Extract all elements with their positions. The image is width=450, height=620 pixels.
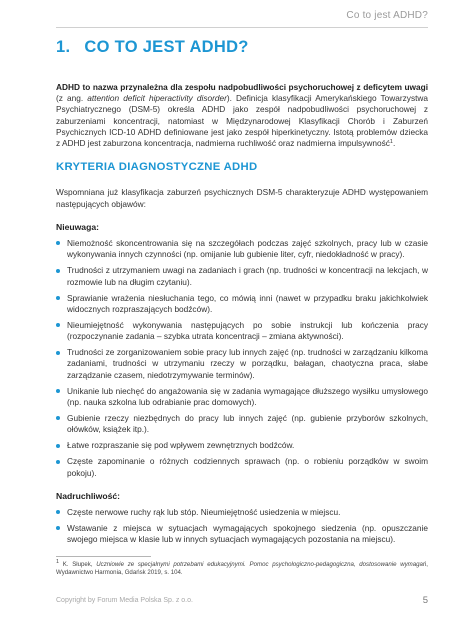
footnote-reference[interactable]: 1 xyxy=(389,139,393,146)
list-item xyxy=(56,265,428,287)
intro-italic: attention deficit hiperactivity disorder xyxy=(87,93,227,104)
symptom-list-inattention xyxy=(56,238,428,479)
intro-bold: ADHD to nazwa przynależna dla zespołu nadpobudliwości psychoruchowej z deficytem uwagi xyxy=(56,82,428,92)
list-item xyxy=(56,347,428,381)
bullet-icon xyxy=(56,510,60,514)
chapter-title xyxy=(56,38,249,57)
bullet-icon xyxy=(56,460,60,464)
bullet-icon xyxy=(56,269,60,273)
group-heading-hyperactivity: Nadruchliwość: xyxy=(56,490,120,501)
intro-end: . xyxy=(392,138,396,149)
lead-paragraph: Wspomniana już klasyfikacja zaburzeń psychicznych DSM-5 charakteryzuje ADHD występowaniem następujących objawów: xyxy=(56,187,428,209)
list-item-text: Trudności z utrzymaniem uwagi na zadaniach i grach (np. trudności w koncentracji na lekcjach, w rozmowie lub na długim czytaniu). xyxy=(67,265,428,287)
footnote-rest: , Wydawnictwo Harmonia, Gdańsk 2019, s. 104. xyxy=(56,561,428,576)
list-item xyxy=(56,320,428,342)
list-item xyxy=(56,440,428,451)
list-item-text: Sprawianie wrażenia niesłuchania tego, co mówią inni (nawet w przypadku braku jakichkolwiek widocznych rozpraszających bodźców). xyxy=(67,292,428,314)
symptom-list-hyperactivity xyxy=(56,507,428,546)
page-footer xyxy=(56,597,428,604)
section-title: KRYTERIA DIAGNOSTYCZNE ADHD xyxy=(56,161,258,174)
list-item xyxy=(56,238,428,260)
list-item xyxy=(56,507,428,518)
chapter-number: 1. xyxy=(56,38,71,56)
bullet-icon xyxy=(56,389,60,393)
running-head: Co to jest ADHD? xyxy=(346,10,428,21)
list-item xyxy=(56,523,428,545)
list-item-text: Nieumiejętność wykonywania następujących po sobie instrukcji lub kończenia pracy (rozpoczynanie zadania – szybka utrata koncentracji – zmiana aktywności). xyxy=(67,319,428,342)
bullet-icon xyxy=(56,323,60,327)
bullet-icon xyxy=(56,444,60,448)
bullet-icon xyxy=(56,241,60,245)
list-item xyxy=(56,386,428,408)
bullet-icon xyxy=(56,296,60,300)
footnote-mark: 1 xyxy=(56,559,60,565)
footnote-author: K. Słupek, xyxy=(59,561,97,568)
chapter-title-text: CO TO JEST ADHD? xyxy=(84,38,249,56)
copyright-text: Copyright by Forum Media Polska Sp. z o.o. xyxy=(56,597,193,604)
list-item xyxy=(56,413,428,435)
list-item-text: Niemożność skoncentrowania się na szczegółach podczas zajęć szkolnych, pracy lub w czasie wykonywania innych czynności (np. omijanie lub gubienie liter, cyfr, niedokładność w pracy). xyxy=(67,238,428,260)
group-heading-inattention: Nieuwaga: xyxy=(56,221,99,232)
bullet-icon xyxy=(56,526,60,530)
list-item xyxy=(56,293,428,315)
intro-rest: ). Definicja klasyfikacji Amerykańskiego Towarzystwa Psychiatrycznego (DSM-5) określa ADHD jako zespół nadpobudliwości psychoruchowej z zaburzeniami koncentracji, natomiast w Międzynarodowej Klasyfikacji Chorób i Zaburzeń Psychicznych ICD-10 ADHD definiowane jest jako zespół hiperkinetyczny. Istotą problemów dziecka z ADHD jest zaburzona koncentracja, nadmierna ruchliwość oraz nadmierna impulsywność xyxy=(56,93,429,149)
header-rule xyxy=(56,27,428,28)
list-item-text: Wstawanie z miejsca w sytuacjach wymagających spokojnego siedzenia (np. opuszczanie swojego miejsca w klasie lub w innych sytuacjach wymagających pozostania na miejscu). xyxy=(67,523,428,545)
page-number: 5 xyxy=(422,595,428,606)
list-item-text: Gubienie rzeczy niezbędnych do pracy lub innych zajęć (np. gubienie przyborów szkolnych, ołówków, książek itp.). xyxy=(67,413,428,435)
bullet-icon xyxy=(56,351,60,355)
list-item xyxy=(56,456,428,478)
list-item-text: Trudności ze zorganizowaniem sobie pracy lub innych zajęć (np. trudności w zarządzaniu kilkoma zadaniami, trudności w utrzymaniu rzeczy w porządku, bałagan, chaotyczna praca, słabe zarządzanie czasem, niedotrzymywanie terminów). xyxy=(67,347,428,380)
list-item-text: Unikanie lub niechęć do angażowania się w zadania wymagające dłuższego wysiłku umysłowego (np. nauka szkolna lub odrabianie prac domowych). xyxy=(67,385,428,407)
list-item-text: Łatwe rozpraszanie się pod wpływem zewnętrznych bodźców. xyxy=(67,440,295,451)
footnote-title: Uczniowie ze specjalnymi potrzebami edukacyjnymi. Pomoc psychologiczno-pedagogiczna, dostosowanie wymagań xyxy=(96,561,427,568)
footnote xyxy=(56,561,428,577)
intro-paragraph xyxy=(56,82,428,149)
main-content xyxy=(56,82,428,550)
list-item-text: Częste zapominanie o różnych codziennych sprawach (np. o robieniu porządków w swoim pokoju). xyxy=(67,456,428,478)
list-item-text: Częste nerwowe ruchy rąk lub stóp. Nieumiejętność usiedzenia w miejscu. xyxy=(67,507,341,518)
footnote-rule xyxy=(56,556,151,557)
intro-open-paren: (z ang. xyxy=(56,93,88,104)
bullet-icon xyxy=(56,416,60,420)
